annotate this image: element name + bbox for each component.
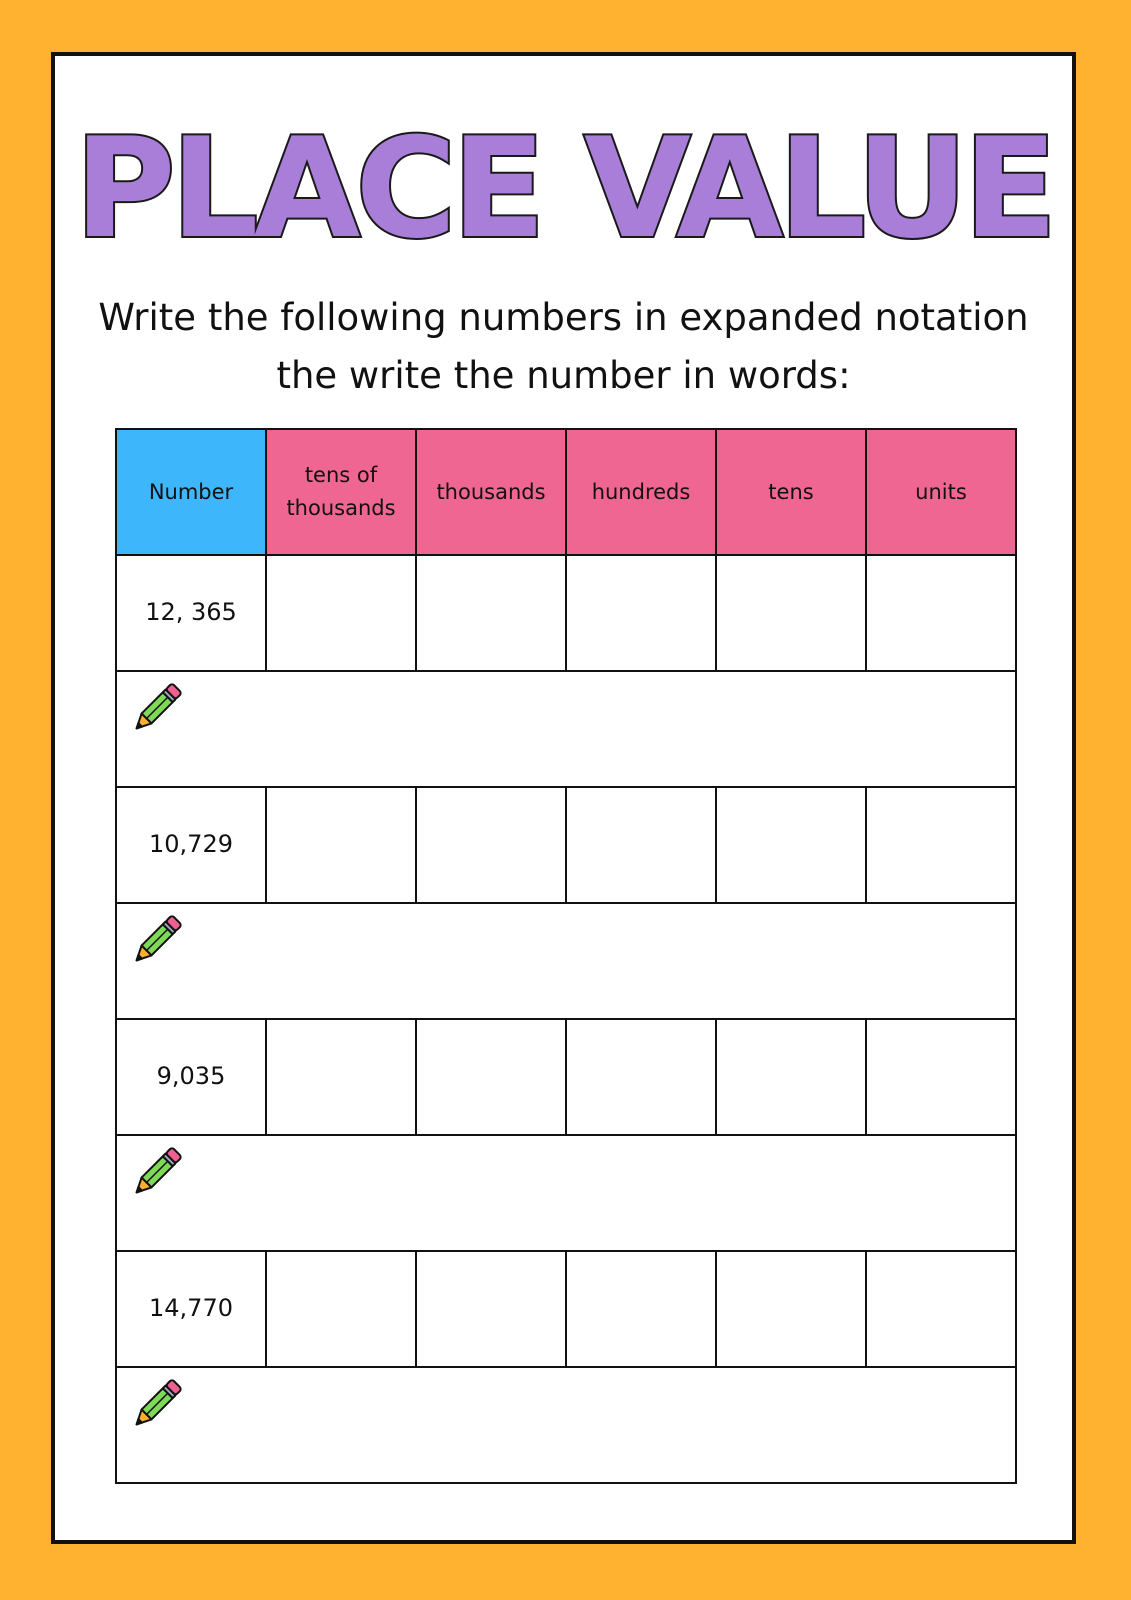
answer-cell-tens-of-thousands[interactable]: [266, 787, 416, 903]
header-units: units: [866, 429, 1016, 555]
pencil-icon: [125, 1376, 185, 1436]
table-header-row: [116, 429, 1016, 555]
words-answer-cell[interactable]: [116, 1135, 1016, 1251]
words-answer-cell[interactable]: [116, 903, 1016, 1019]
number-cell: 14,770: [116, 1251, 266, 1367]
answer-cell-tens[interactable]: [716, 555, 866, 671]
number-row: [116, 555, 1016, 671]
words-row: [116, 1367, 1016, 1483]
instructions-line-2: the write the number in words:: [276, 354, 851, 397]
header-thousands: thousands: [416, 429, 566, 555]
header-number: Number: [116, 429, 266, 555]
number-cell: 10,729: [116, 787, 266, 903]
answer-cell-units[interactable]: [866, 787, 1016, 903]
pencil-icon: [125, 680, 185, 740]
answer-cell-hundreds[interactable]: [566, 1019, 716, 1135]
number-row: [116, 1251, 1016, 1367]
answer-cell-tens[interactable]: [716, 787, 866, 903]
pencil-icon: [125, 1144, 185, 1204]
answer-cell-tens-of-thousands[interactable]: [266, 555, 416, 671]
pencil-icon: [125, 912, 185, 972]
answer-cell-thousands[interactable]: [416, 555, 566, 671]
answer-cell-tens-of-thousands[interactable]: [266, 1251, 416, 1367]
answer-cell-units[interactable]: [866, 555, 1016, 671]
answer-cell-hundreds[interactable]: [566, 1251, 716, 1367]
header-hundreds: hundreds: [566, 429, 716, 555]
answer-cell-tens[interactable]: [716, 1019, 866, 1135]
answer-cell-thousands[interactable]: [416, 1251, 566, 1367]
answer-cell-hundreds[interactable]: [566, 555, 716, 671]
number-cell: 9,035: [116, 1019, 266, 1135]
instructions-line-1: Write the following numbers in expanded notation: [98, 296, 1029, 339]
answer-cell-units[interactable]: [866, 1019, 1016, 1135]
number-row: [116, 1019, 1016, 1135]
words-row: [116, 671, 1016, 787]
answer-cell-units[interactable]: [866, 1251, 1016, 1367]
instructions: [55, 289, 1072, 405]
words-row: [116, 1135, 1016, 1251]
words-answer-cell[interactable]: [116, 671, 1016, 787]
words-row: [116, 903, 1016, 1019]
worksheet-title: PLACE VALUE: [74, 108, 1053, 269]
place-value-table: [115, 428, 1017, 1484]
answer-cell-thousands[interactable]: [416, 787, 566, 903]
answer-cell-tens[interactable]: [716, 1251, 866, 1367]
answer-cell-hundreds[interactable]: [566, 787, 716, 903]
header-tens: tens: [716, 429, 866, 555]
number-row: [116, 787, 1016, 903]
number-cell: 12, 365: [116, 555, 266, 671]
answer-cell-tens-of-thousands[interactable]: [266, 1019, 416, 1135]
words-answer-cell[interactable]: [116, 1367, 1016, 1483]
answer-cell-thousands[interactable]: [416, 1019, 566, 1135]
header-tens-of-thousands: tens of thousands: [266, 429, 416, 555]
worksheet-sheet: [51, 52, 1076, 1544]
